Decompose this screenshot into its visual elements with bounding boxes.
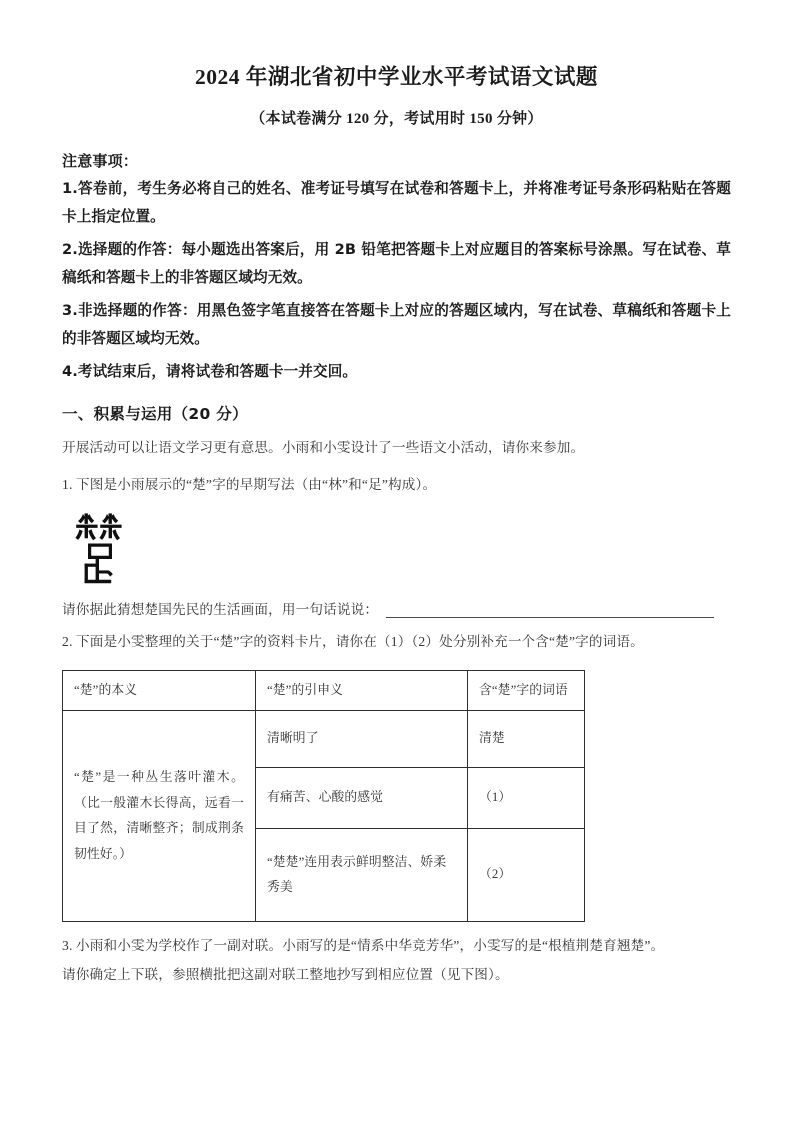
notice-heading: 注意事项： [62, 151, 139, 170]
table-cell-word-3-blank[interactable]: （2） [468, 829, 585, 922]
notice-item-3: 3.非选择题的作答：用黑色签字笔直接答在答题卡上对应的答题区域内，写在试卷、草稿纸和答题卡上的非答题区域均无效。 [62, 301, 731, 348]
notice-item-4: 4.考试结束后，请将试卷和答题卡一并交回。 [62, 362, 358, 380]
table-header-row [63, 670, 585, 711]
question-1-answer-blank[interactable] [386, 603, 714, 618]
section-intro-text: 开展活动可以让语文学习更有意思。小雨和小雯设计了一些语文小活动，请你来参加。 [62, 440, 585, 456]
table-cell-word-2-blank[interactable]: （1） [468, 768, 585, 829]
page-subtitle: （本试卷满分 120 分，考试用时 150 分钟） [250, 110, 543, 127]
table-cell-extended-2: 有痛苦、心酸的感觉 [256, 768, 468, 829]
question-3-line-2: 请你确定上下联，参照横批把这副对联工整地抄写到相应位置（见下图）。 [62, 967, 509, 983]
table-header-words-containing: 含“楚”字的词语 [468, 670, 585, 711]
table-cell-extended-3: “楚楚”连用表示鲜明整洁、娇柔秀美 [256, 829, 468, 922]
chu-seal-character-icon [70, 510, 132, 588]
page-title: 2024 年湖北省初中学业水平考试语文试题 [195, 65, 598, 89]
question-1-text: 1. 下图是小雨展示的“楚”字的早期写法（由“林”和“足”构成）。 [62, 477, 437, 493]
table-row [63, 711, 585, 768]
question-2-text: 2. 下面是小雯整理的关于“楚”字的资料卡片，请你在（1）（2）处分别补充一个含“楚”字的词语。 [62, 634, 644, 650]
seal-script-glyph-figure [62, 498, 731, 584]
table-cell-original-meaning-definition: “楚”是一种丛生落叶灌木。（比一般灌木长得高，远看一目了然，清晰整齐；制成荆条韧性好。） [63, 711, 256, 922]
notice-item-2: 2.选择题的作答：每小题选出答案后，用 2B 铅笔把答题卡上对应题目的答案标号涂黑。写在试卷、草稿纸和答题卡上的非答题区域均无效。 [62, 240, 731, 287]
notice-item-1: 1.答卷前，考生务必将自己的姓名、准考证号填写在试卷和答题卡上，并将准考证号条形码粘贴在答题卡上指定位置。 [62, 179, 731, 226]
question-3-line-1: 3. 小雨和小雯为学校作了一副对联。小雨写的是“情系中华竞芳华”，小雯写的是“根植荆楚育翘楚”。 [62, 938, 665, 954]
table-header-extended-meaning: “楚”的引申义 [256, 670, 468, 711]
section-heading-accumulation: 一、积累与运用（20 分） [62, 405, 248, 424]
question-1-answer-row [62, 584, 731, 618]
table-header-original-meaning: “楚”的本义 [63, 670, 256, 711]
table-cell-word-1: 清楚 [468, 711, 585, 768]
table-cell-extended-1: 清晰明了 [256, 711, 468, 768]
chu-character-info-table [62, 670, 585, 923]
question-1-prompt: 请你据此猜想楚国先民的生活画面，用一句话说说： [62, 602, 379, 618]
